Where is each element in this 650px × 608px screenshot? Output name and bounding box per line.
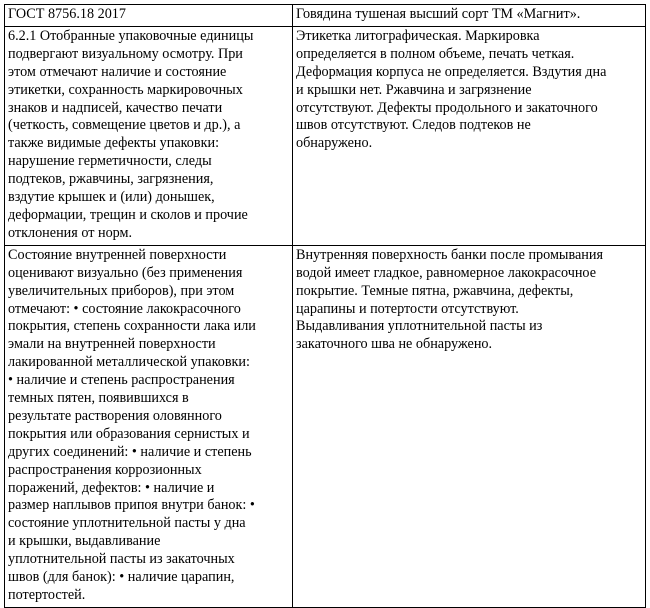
header-cell-product [293, 5, 646, 27]
result-cell [293, 26, 646, 245]
requirement-text: 6.2.1 Отобранные упаковочные единицы подвергают визуальному осмотру. При этом отмечают наличие и состояние этикетки, сохранность маркировочных знаков и надписей, качество печати (четкость, совмещение цветов и др.), а также видимые дефекты упаковки: нарушение герметичности, следы подтеков, ржавчины, загрязнения, вздутие крышек и (или) донышек, деформации, трещин и сколов и прочие отклонения от норм. [8, 27, 254, 241]
table-row [5, 245, 646, 607]
table-header-row [5, 5, 646, 27]
requirement-cell [5, 245, 293, 607]
requirement-cell [5, 26, 293, 245]
header-standard-text: ГОСТ 8756.18 2017 [8, 6, 126, 22]
header-cell-standard [5, 5, 293, 27]
comparison-table [4, 4, 646, 608]
header-product-text: Говядина тушеная высший сорт ТМ «Магнит». [296, 6, 581, 22]
table-row [5, 26, 646, 245]
result-cell [293, 245, 646, 607]
requirement-text: Состояние внутренней поверхности оценивают визуально (без применения увеличительных приборов), при этом отмечают: • состояние лакокрасочного покрытия, степень сохранности лака или эмали на внутренней поверхности лакированной металлической упаковки: • наличие и степень распространения темных пятен, появившихся в результате растворения оловянного покрытия или образования сернистых и других соединений: • наличие и степень распространения коррозионных поражений, дефектов: • наличие и размер наплывов припоя внутри банок: • состояние уплотнительной пасты у дна и крышки, выдавливание уплотнительной пасты из закаточных швов (для банок): • наличие царапин, потертостей. [8, 246, 256, 603]
result-text: Этикетка литографическая. Маркировка определяется в полном объеме, печать четкая. Деформация корпуса не определяется. Вздутия дна и крышки нет. Ржавчина и загрязнение отсутствуют. Дефекты продольного и закаточного швов отсутствуют. Следов подтеков не обнаружено. [296, 27, 607, 152]
result-text: Внутренняя поверхность банки после промывания водой имеет гладкое, равномерное лакокрасочное покрытие. Темные пятна, ржавчина, дефекты, царапины и потертости отсутствуют. Выдавливания уплотнительной пасты из закаточного шва не обнаружено. [296, 246, 603, 353]
